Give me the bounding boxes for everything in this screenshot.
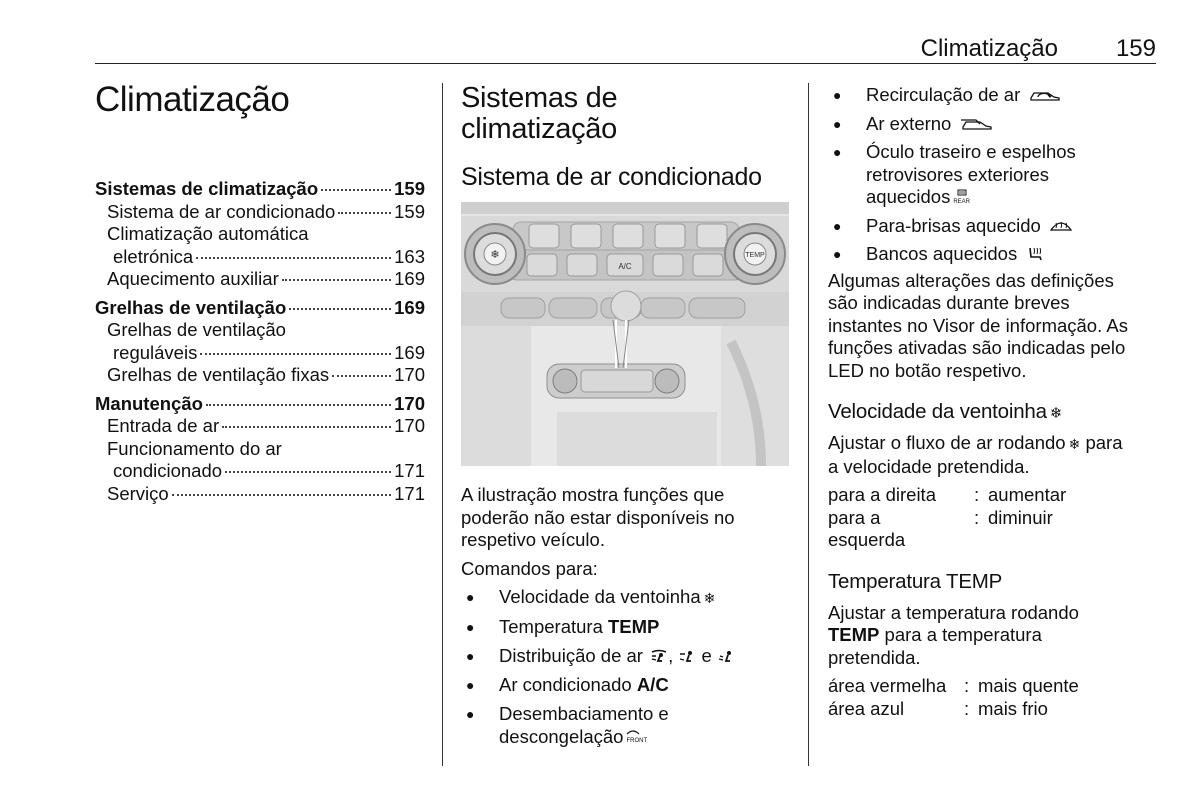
toc-leader-dots [172, 494, 391, 496]
column-divider-2 [808, 83, 809, 766]
toc-entry [95, 393, 425, 416]
bullet-icon: ● [833, 144, 842, 160]
toc-entry-page: 170 [394, 392, 425, 414]
figure-ac-label: A/C [618, 262, 632, 271]
list-item: ● Ar externo [828, 113, 1158, 136]
toc-leader-dots [289, 308, 391, 310]
subsection-title: Sistema de ar condicionado [461, 163, 762, 191]
toc-entry-title: Manutenção [95, 392, 203, 414]
toc-entry [95, 297, 425, 320]
toc-entry [95, 415, 425, 438]
toc-entry [95, 342, 425, 365]
toc-leader-dots [282, 279, 391, 281]
toc-entry-title: Sistemas de climatização [95, 178, 319, 199]
toc-leader-dots [222, 426, 391, 428]
toc-entry [95, 246, 425, 269]
toc-entry [95, 319, 425, 342]
toc-entry-page: 169 [394, 268, 425, 289]
toc-entry [95, 178, 425, 201]
fan-icon: ❄ [1068, 436, 1081, 452]
fan-icon: ❄ [1049, 405, 1063, 422]
air-face-feet-icon [678, 649, 696, 663]
bullet-icon: ● [833, 115, 842, 132]
toc-entry-page: 169 [394, 341, 425, 363]
list-item: ● Recirculação de ar [828, 84, 1158, 107]
table-row: para a direita : aumentar [828, 484, 1067, 505]
toc-leader-dots [332, 375, 391, 377]
toc-leader-dots [338, 212, 391, 214]
toc-entry [95, 460, 425, 483]
info-paragraph: Algumas alterações das definições são indicadas durante breves instantes no Visor de informação. As funções ativadas são indicadas pelo LED no botão respetivo. [828, 269, 1128, 381]
toc-entry-page: 170 [394, 364, 425, 385]
toc-entry-page: 159 [394, 178, 425, 199]
bullet-icon: ● [833, 217, 842, 234]
fan-speed-heading: Velocidade da ventoinha ❄ [828, 400, 1063, 423]
front-defrost-icon: FRONT [626, 729, 647, 746]
toc-entry-page: 171 [394, 482, 425, 504]
toc-entry [95, 364, 425, 387]
toc-entry-title: Grelhas de ventilação [107, 319, 286, 340]
air-windscreen-feet-icon [650, 649, 668, 663]
section-title: Sistemas de climatização [461, 82, 618, 145]
heated-seat-icon [1026, 246, 1044, 262]
toc-entry-title: eletrónica [113, 245, 194, 267]
toc-leader-dots [196, 257, 391, 259]
list-item: ● Bancos aquecidos [828, 243, 1158, 266]
toc-entry-page: 170 [394, 415, 425, 436]
fan-speed-text: Ajustar o fluxo de ar rodando ❄ para a velocidade pretendida. [828, 432, 1123, 477]
toc-entry-title: Climatização automática [107, 223, 309, 244]
dashboard-illustration-svg [461, 202, 789, 466]
fan-speed-table [828, 484, 1158, 552]
figure-temp-dial-label: TEMP [745, 252, 765, 259]
toc-entry-title: Entrada de ar [107, 415, 220, 436]
table-row: área vermelha : mais quente [828, 675, 1079, 696]
fan-icon: ❄ [703, 590, 716, 606]
toc-leader-dots [200, 353, 391, 355]
right-column [828, 84, 1158, 720]
figure-fan-dial-label: ❄ [490, 248, 500, 261]
toc-entry-page: 169 [394, 296, 425, 318]
toc-entry [95, 268, 425, 291]
bullet-icon: ● [833, 246, 842, 262]
table-of-contents [95, 178, 425, 505]
table-row: para a esquerda : diminuir [828, 506, 1053, 550]
column-divider-1 [442, 83, 443, 766]
toc-entry-title: Funcionamento do ar [107, 437, 282, 459]
toc-entry-page: 171 [394, 460, 425, 481]
outside-air-icon [960, 117, 994, 131]
toc-entry-title: Grelhas de ventilação fixas [107, 364, 330, 385]
header-title: Climatização [920, 35, 1058, 62]
rear-defrost-icon: REAR [953, 189, 970, 207]
chapter-column [95, 80, 425, 505]
bullet-icon: ● [833, 87, 842, 103]
toc-entry [95, 438, 425, 461]
list-item: ● Óculo traseiro e espelhos retrovisores exteriores aquecidos REAR [828, 141, 1158, 209]
illustration-caption: A ilustração mostra funções que poderão não estar disponíveis no respetivo veículo. [461, 484, 735, 550]
toc-leader-dots [225, 471, 391, 473]
list-item: ● Temperatura TEMP [461, 616, 791, 639]
toc-entry [95, 201, 425, 224]
bullet-icon: ● [466, 619, 475, 635]
toc-leader-dots [321, 189, 391, 191]
temperature-table [828, 675, 1158, 720]
bullet-icon: ● [466, 589, 475, 605]
temperature-text: Ajustar a temperatura rodando TEMP para a temperatura pretendida. [828, 601, 1079, 668]
toc-entry-title: Aquecimento auxiliar [107, 268, 279, 289]
toc-entry-page: 163 [394, 245, 425, 267]
toc-entry [95, 223, 425, 246]
list-item: ● Desembaciamento e descongelação FRONT [461, 703, 791, 748]
bullet-icon: ● [466, 648, 475, 664]
chapter-title: Climatização [95, 80, 290, 119]
air-feet-icon [717, 649, 735, 663]
page-number: 159 [1115, 35, 1156, 62]
toc-entry-title: Grelhas de ventilação [95, 296, 287, 318]
middle-column [461, 83, 791, 755]
list-item: ● Velocidade da ventoinha ❄ [461, 586, 791, 610]
toc-entry-page: 159 [394, 200, 425, 222]
list-item: ● Distribuição de ar , e [461, 645, 791, 668]
controls-list-continued [828, 84, 1158, 266]
climate-control-illustration [461, 202, 789, 466]
temperature-heading: Temperatura TEMP [828, 569, 1003, 593]
heated-windscreen-icon [1050, 219, 1072, 233]
list-item: ● Para-brisas aquecido [828, 215, 1158, 238]
air-recirculation-icon [1028, 88, 1062, 102]
toc-entry-title: condicionado [113, 460, 223, 481]
table-row: área azul : mais frio [828, 697, 1048, 719]
controls-list [461, 586, 791, 748]
toc-entry-title: Sistema de ar condicionado [107, 200, 336, 222]
toc-entry [95, 483, 425, 506]
bullet-icon: ● [466, 677, 475, 693]
toc-leader-dots [206, 404, 391, 406]
list-item: ● Ar condicionado A/C [461, 674, 791, 697]
page-header [95, 34, 1156, 64]
bullet-icon: ● [466, 706, 475, 722]
toc-entry-title: reguláveis [113, 341, 198, 363]
controls-intro: Comandos para: [461, 557, 598, 579]
toc-entry-title: Serviço [107, 482, 169, 504]
